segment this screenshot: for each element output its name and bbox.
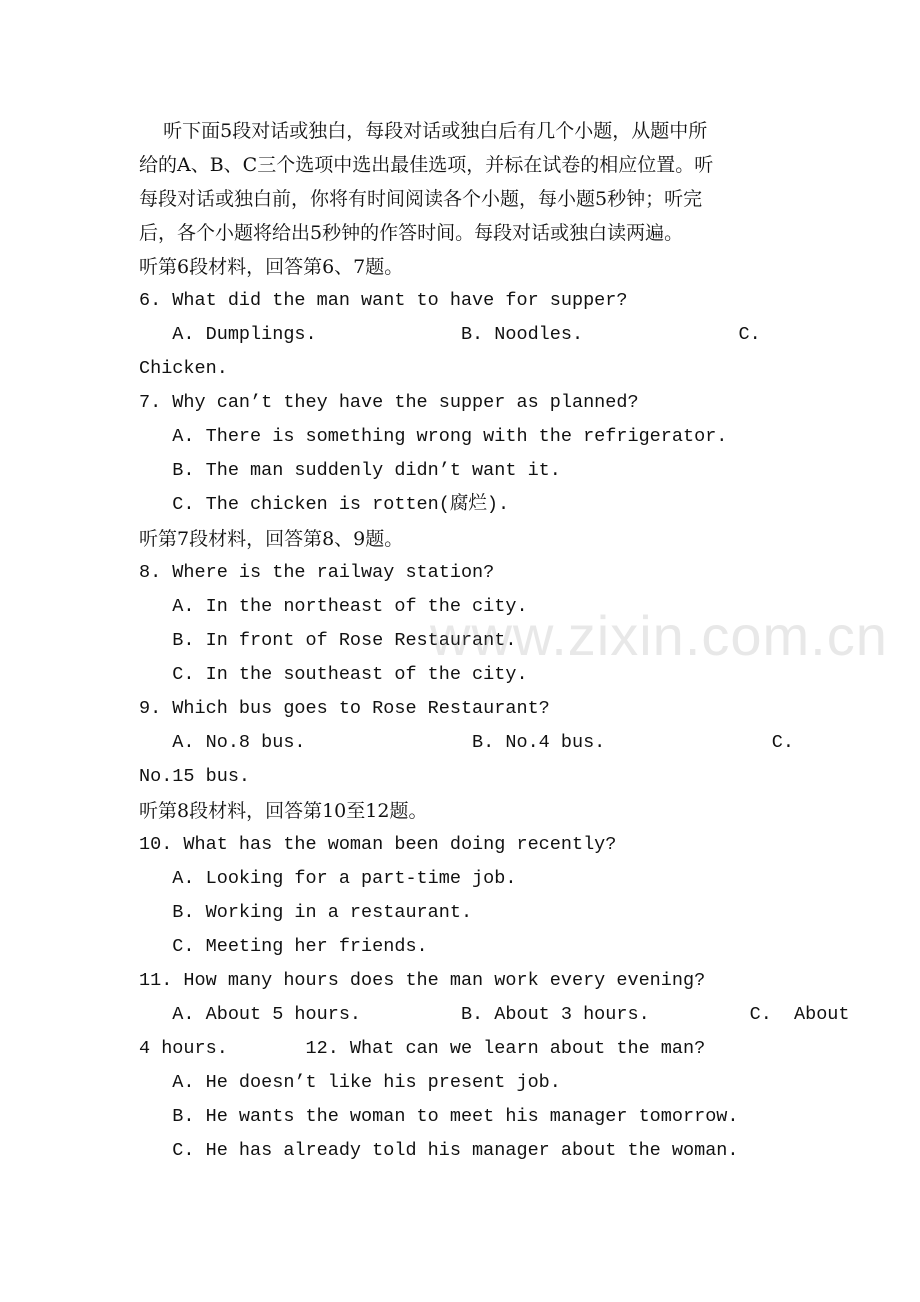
intro-line-3: 每段对话或独白前，你将有时间阅读各个小题，每小题5秒钟；听完	[139, 188, 703, 210]
question-11: 11. How many hours does the man work every evening?	[139, 970, 706, 991]
intro-line-1: 听下面5段对话或独白，每段对话或独白后有几个小题，从题中所	[139, 120, 708, 142]
question-8-option-c: C. In the southeast of the city.	[139, 664, 528, 685]
question-12-option-a: A. He doesn’t like his present job.	[139, 1072, 561, 1093]
question-6-options: A. Dumplings. B. Noodles. C.	[139, 324, 761, 345]
section-8-heading: 听第8段材料，回答第10至12题。	[139, 800, 428, 822]
question-9-option-wrap: No.15 bus.	[139, 766, 251, 787]
question-11-wrap-and-question-12: 4 hours. 12. What can we learn about the man?	[139, 1038, 706, 1059]
watermark: www.zixin.com.cn	[430, 604, 888, 667]
intro-line-4: 后，各个小题将给出5秒钟的作答时间。每段对话或独白读两遍。	[139, 222, 684, 244]
question-12-option-b: B. He wants the woman to meet his manager tomorrow.	[139, 1106, 739, 1127]
question-8-option-a: A. In the northeast of the city.	[139, 596, 528, 617]
question-9: 9. Which bus goes to Rose Restaurant?	[139, 698, 550, 719]
question-6-option-wrap: Chicken.	[139, 358, 228, 379]
section-6-heading: 听第6段材料，回答第6、7题。	[139, 256, 404, 278]
question-11-options: A. About 5 hours. B. About 3 hours. C. About	[139, 1004, 850, 1025]
question-9-options: A. No.8 bus. B. No.4 bus. C.	[139, 732, 795, 753]
question-10-option-a: A. Looking for a part-time job.	[139, 868, 517, 889]
question-12-option-c: C. He has already told his manager about the woman.	[139, 1140, 739, 1161]
question-6: 6. What did the man want to have for supper?	[139, 290, 628, 311]
question-10: 10. What has the woman been doing recently?	[139, 834, 617, 855]
question-7-option-a: A. There is something wrong with the refrigerator.	[139, 426, 728, 447]
question-7-option-b: B. The man suddenly didn’t want it.	[139, 460, 561, 481]
question-10-option-b: B. Working in a restaurant.	[139, 902, 473, 923]
question-8: 8. Where is the railway station?	[139, 562, 495, 583]
intro-line-2: 给的A、B、C三个选项中选出最佳选项，并标在试卷的相应位置。听	[139, 154, 714, 176]
question-7: 7. Why can’t they have the supper as planned?	[139, 392, 639, 413]
question-7-option-c: C. The chicken is rotten(腐烂).	[139, 494, 510, 515]
question-10-option-c: C. Meeting her friends.	[139, 936, 428, 957]
section-7-heading: 听第7段材料，回答第8、9题。	[139, 528, 404, 550]
question-8-option-b: B. In front of Rose Restaurant.	[139, 630, 517, 651]
